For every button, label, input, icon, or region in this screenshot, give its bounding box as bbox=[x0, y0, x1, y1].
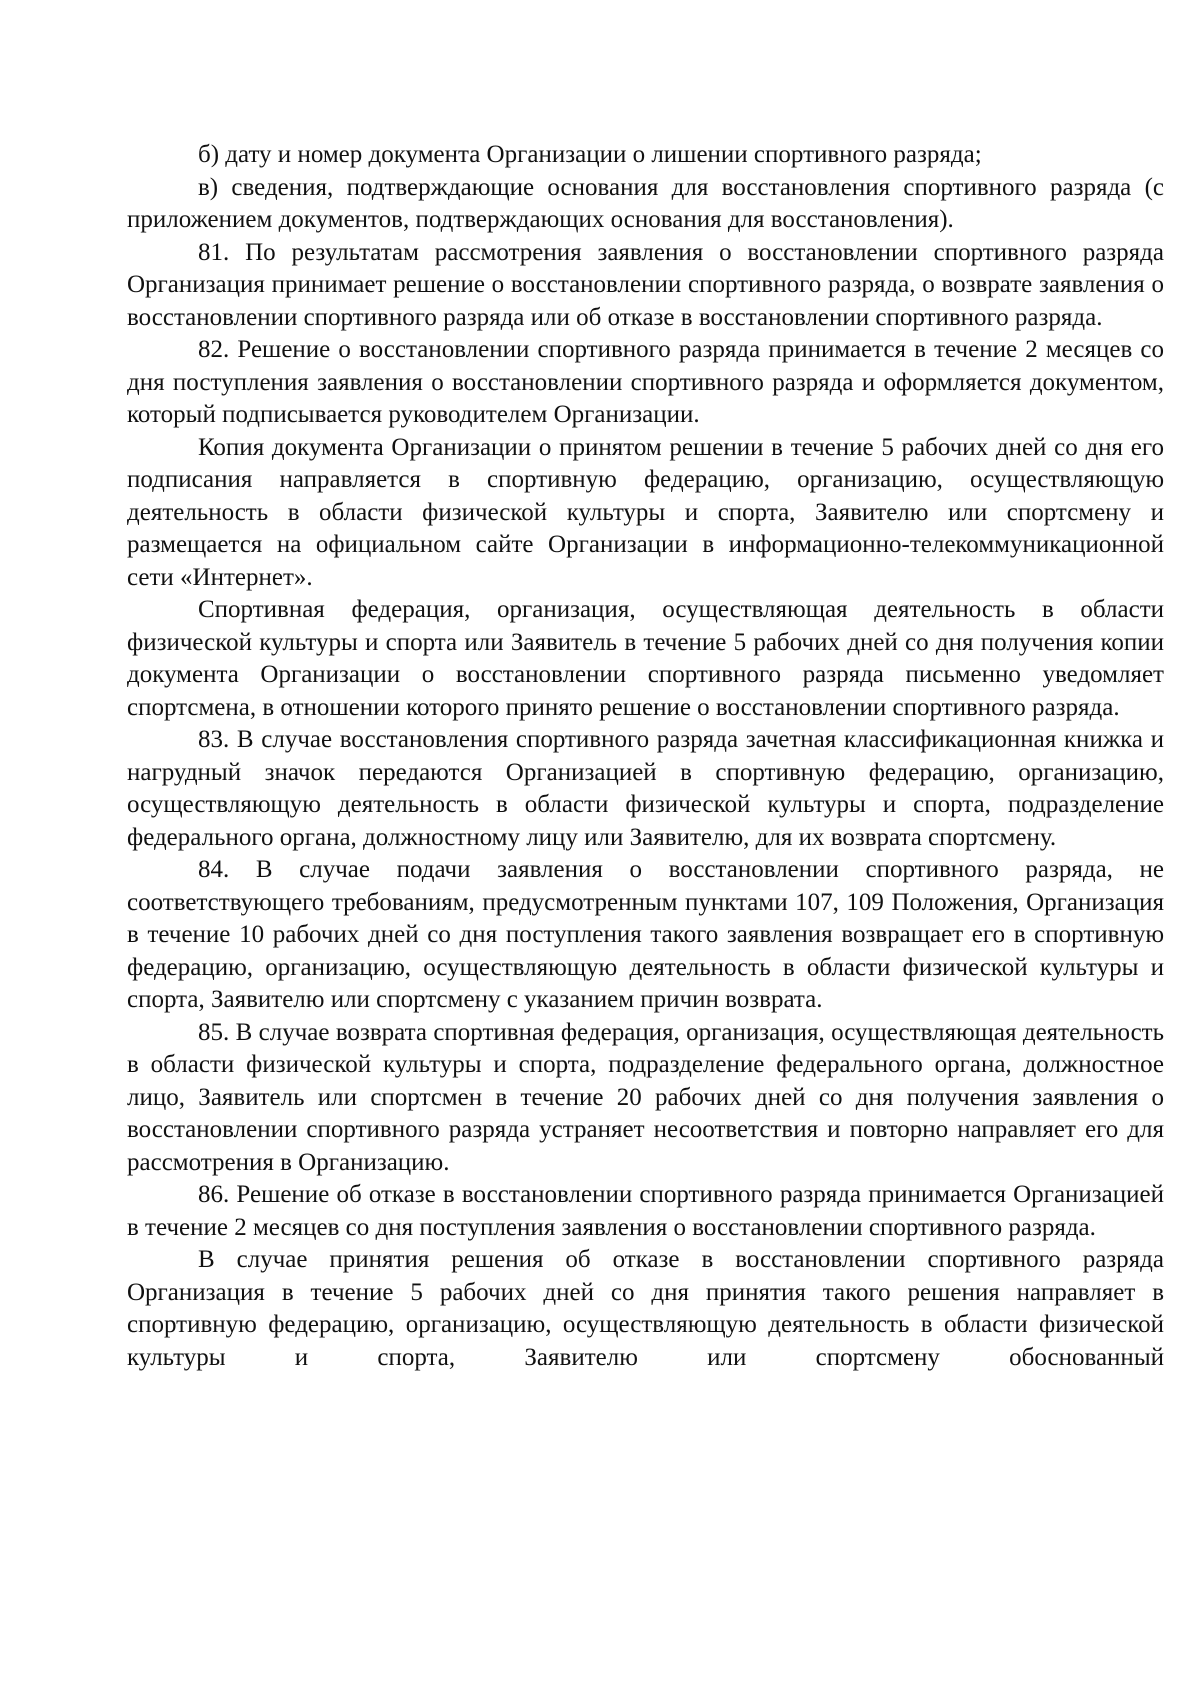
paragraph-85: 85. В случае возврата спортивная федерация, организация, осуществляющая деятельность в области физической культуры и спорта, подразделение федерального органа, должностное лицо, Заявитель или спортсмен в течение 20 рабочих дней со дня получения заявления о восстановлении спортивного разряда устраняет несоответствия и повторно направляет его для рассмотрения в Организацию. bbox=[127, 1018, 1164, 1176]
document-page bbox=[127, 139, 1164, 1374]
paragraph-86: 86. Решение об отказе в восстановлении спортивного разряда принимается Организацией в течение 2 месяцев со дня поступления заявления о восстановлении спортивного разряда. bbox=[127, 1181, 1164, 1241]
paragraph-copy-of-decision: Копия документа Организации о принятом решении в течение 5 рабочих дней со дня его подписания направляется в спортивную федерацию, организацию, осуществляющую деятельность в области физической культуры и спорта, Заявителю или спортсмену и размещается на официальном сайте Организации в информационно-телекоммуникационной сети «Интернет». bbox=[127, 433, 1164, 591]
paragraph-81: 81. По результатам рассмотрения заявления о восстановлении спортивного разряда Организация принимает решение о восстановлении спортивного разряда, о возврате заявления о восстановлении спортивного разряда или об отказе в восстановлении спортивного разряда. bbox=[127, 238, 1164, 331]
paragraph-82: 82. Решение о восстановлении спортивного разряда принимается в течение 2 месяцев со дня поступления заявления о восстановлении спортивного разряда и оформляется документом, который подписывается руководителем Организации. bbox=[127, 336, 1164, 428]
paragraph-item-v: в) сведения, подтверждающие основания для восстановления спортивного разряда (с приложением документов, подтверждающих основания для восстановления). bbox=[127, 173, 1164, 233]
paragraph-84: 84. В случае подачи заявления о восстановлении спортивного разряда, не соответствующего требованиям, предусмотренным пунктами 107, 109 Положения, Организация в течение 10 рабочих дней со дня поступления такого заявления возвращает его в спортивную федерацию, организацию, осуществляющую деятельность в области физической культуры и спорта, Заявителю или спортсмену с указанием причин возврата. bbox=[127, 856, 1164, 1013]
paragraph-item-b: б) дату и номер документа Организации о лишении спортивного разряда; bbox=[198, 141, 982, 168]
paragraph-federation-notice: Спортивная федерация, организация, осуществляющая деятельность в области физической культуры и спорта или Заявитель в течение 5 рабочих дней со дня получения копии документа Организации о восстановлении спортивного разряда письменно уведомляет спортсмена, в отношении которого принято решение о восстановлении спортивного разряда. bbox=[127, 596, 1164, 721]
paragraph-83: 83. В случае восстановления спортивного разряда зачетная классификационная книжка и нагрудный значок передаются Организацией в спортивную федерацию, организацию, осуществляющую деятельность в области физической культуры и спорта, подразделение федерального органа, должностному лицу или Заявителю, для их возврата спортсмену. bbox=[127, 726, 1164, 851]
paragraph-refusal-case: В случае принятия решения об отказе в восстановлении спортивного разряда Организация в течение 5 рабочих дней со дня принятия такого решения направляет в спортивную федерацию, организацию, осуществляющую деятельность в области физической культуры и спорта, Заявителю или спортсмену обоснованный bbox=[127, 1246, 1164, 1371]
